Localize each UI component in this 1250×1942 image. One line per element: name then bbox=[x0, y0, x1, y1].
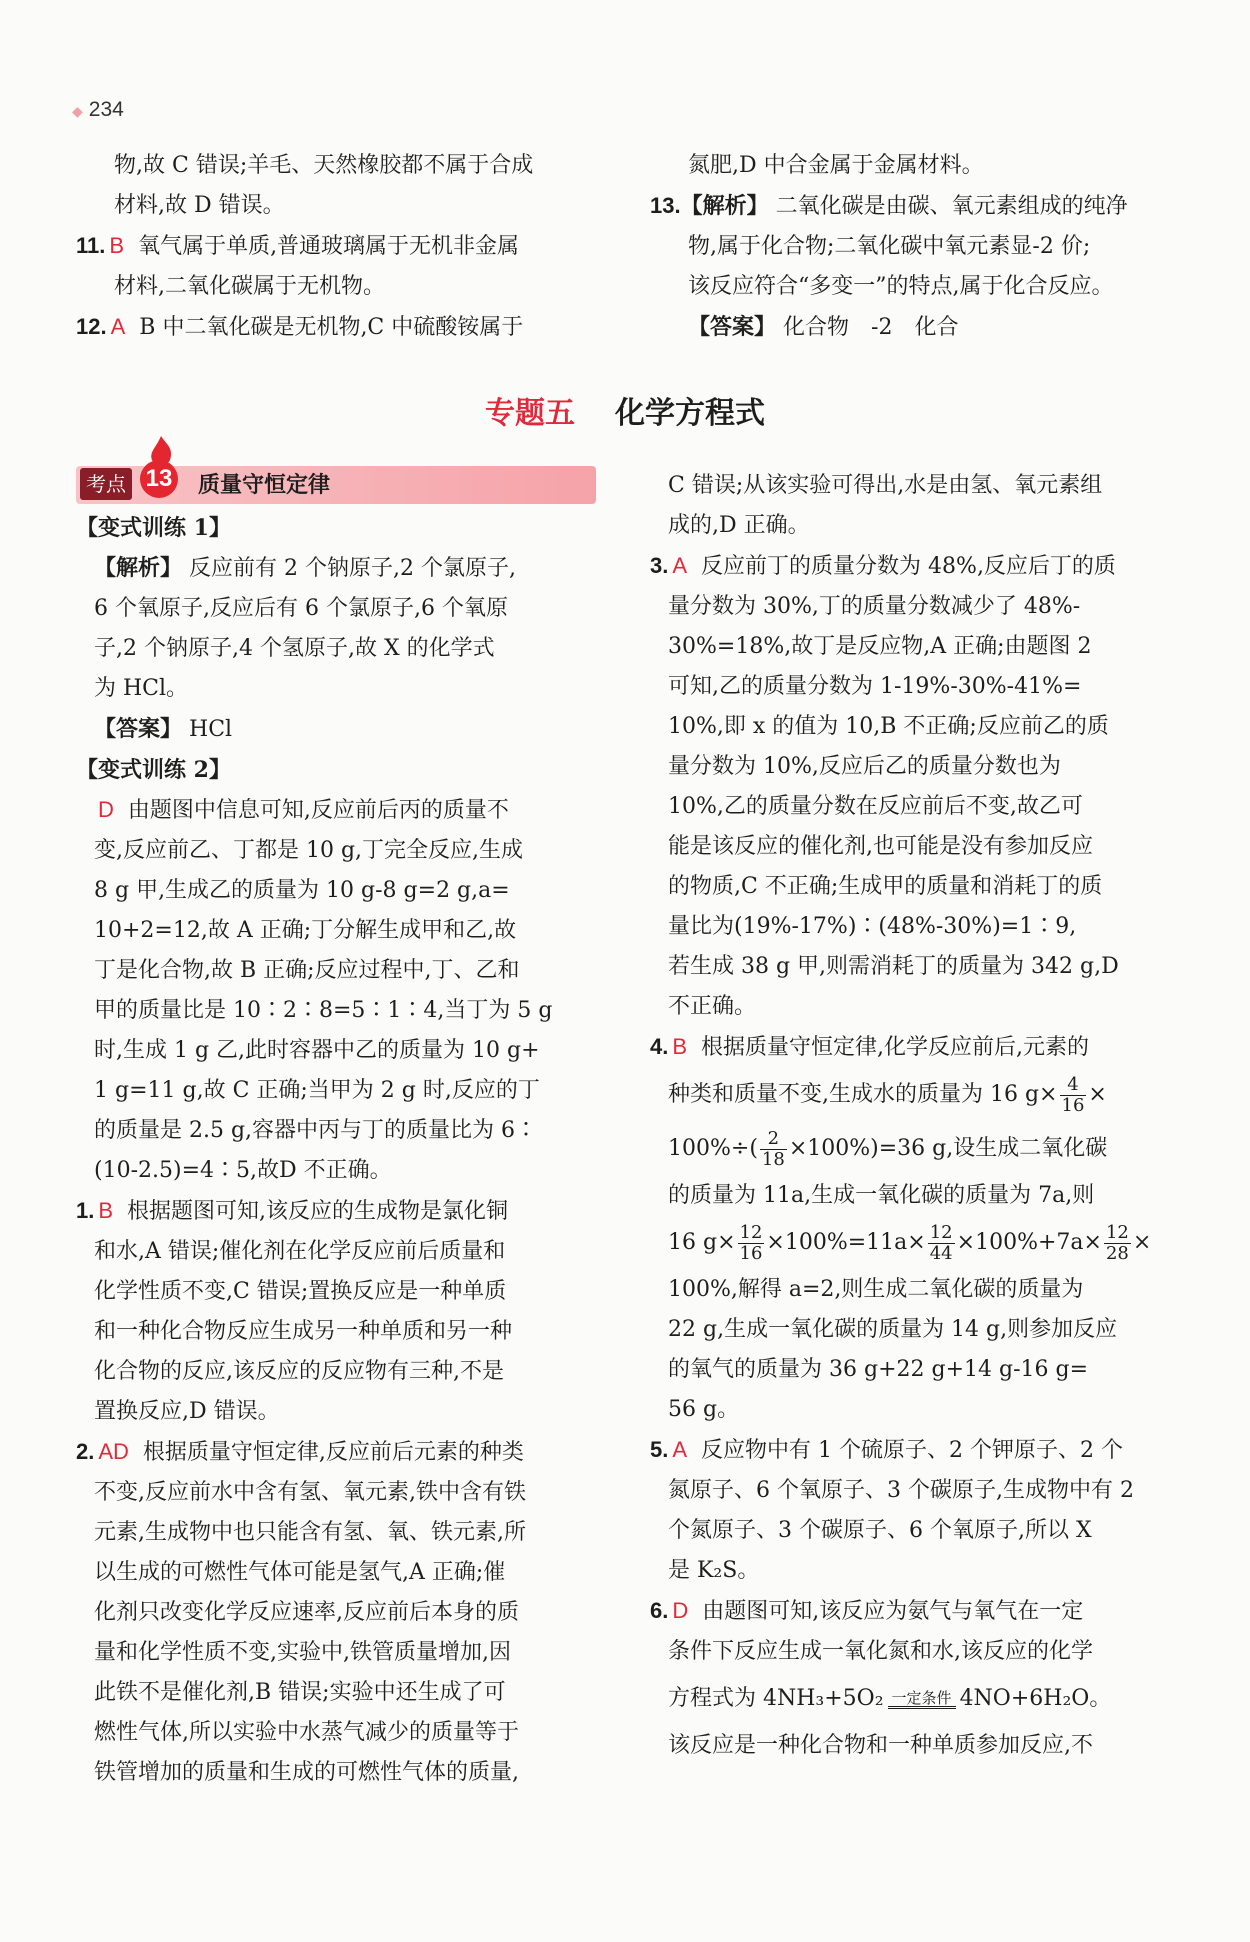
question-3: 3. A 反应前丁的质量分数为 48%,反应后丁的质 bbox=[650, 553, 1116, 579]
question-4: 4. B 根据质量守恒定律,化学反应前后,元素的 bbox=[650, 1034, 1090, 1060]
page-number: ◆ 234 bbox=[72, 98, 124, 121]
kaodian-banner: 考点 13 质量守恒定律 bbox=[76, 466, 596, 504]
section-title: 专题五 化学方程式 bbox=[485, 396, 765, 431]
question-12: 12. A B 中二氧化碳是无机物,C 中硫酸铵属于 bbox=[76, 314, 524, 340]
fraction: $\frac{4}{16}$ bbox=[1061, 1073, 1085, 1116]
fraction: $\frac{12}{28}$ bbox=[1105, 1221, 1129, 1264]
top-right-column: 氮肥,D 中合金属于金属材料。 13.【解析】 二氧化碳是由碳、氧元素组成的纯净 物,属于化合物;二氧化碳中氧元素显-2 价; 该反应符合“多变一”的特点,属于化合反应。 【答案】 化合物 -2 化合 bbox=[650, 146, 1170, 348]
left-column: 考点 13 质量守恒定律 【变式训练 1】 【解析】 反应前有 2 个钠原子,2 个氯原子, 6 个氧原子,反应后有 6 个氯原子,6 个氧原 子,2 个钠原子,4 个氢原子,故 X 的化学式 为 HCl。 【答案】 HCl 【变式训练 2】 D 由题图中信息可知,反应前后丙的质量不 变,反应前乙、丁都是 10 g,丁完全反应,生成 8 g 甲,生成乙的质量为 10 g-8 g=2 g,a= 10+2=12,故 A 正确;丁分解生成甲和乙,故 丁是化合物,故 B 正确;反应过程中,丁、乙和 甲的质量比是 10∶2∶8=5∶1∶4,当丁为 5 g 时,生成 1 g 乙,此时容器中乙的质量为 10 g+ 1 g=11 g,故 C 正确;当甲为 2 g 时,反应的丁 的质量是 2.5 g,容器中丙与丁的质量比为 6∶ (10-2.5)=4∶5,故D 不正确。 1. B 根据题图可知,该反应的生成物是氯化铜 和水,A 错误;催化剂在化学反应前后质量和 化学性质不变,C 错误;置换反应是一种单质 和一种化合物反应生成另一种单质和另一种 化合物的反应,该反应的反应物有三种,不是 置换反应,D 错误。 2. AD 根据质量守恒定律,反应前后元素的种类 不变,反应前水中含有氢、氧元素,铁中含有铁 元素,生成物中也只能含有氢、氧、铁元素,所 以生成的可燃性气体可能是氢气,A 正确;催 化剂只改变化学反应速率,反应前后本身的质 量和化学性质不变,实验中,铁管质量增加,因 此铁不是催化剂,B 错误;实验中还生成了可 燃性气体,所以实验中水蒸气减少的质量等于 铁管增加的质量和生成的可燃性气体的质量, bbox=[76, 466, 596, 1793]
question-1: 1. B 根据题图可知,该反应的生成物是氯化铜 bbox=[76, 1198, 509, 1224]
question-5: 5. A 反应物中有 1 个硫原子、2 个钾原子、2 个 bbox=[650, 1437, 1124, 1463]
fraction: $\frac{12}{16}$ bbox=[739, 1221, 763, 1264]
question-13: 13.【解析】 二氧化碳是由碳、氧元素组成的纯净 bbox=[650, 193, 1128, 219]
right-column: C 错误;从该实验可得出,水是由氢、氧元素组 成的,D 正确。 3. A 反应前丁的质量分数为 48%,反应后丁的质 量分数为 30%,丁的质量分数减少了 48%- 30%=18%,故丁是反应物,A 正确;由题图 2 可知,乙的质量分数为 1-19%-30%-41%= 10%,即 x 的值为 10,B 不正确;反应前乙的质 量分数为 10%,反应后乙的质量分数也为 10%,乙的质量分数在反应前后不变,故乙可 能是该反应的催化剂,也可能是没有参加反应 的物质,C 不正确;生成甲的质量和消耗丁的质 量比为(19%-17%)∶(48%-30%)=1∶9, 若生成 38 g 甲,则需消耗丁的质量为 342 g,D 不正确。 4. B 根据质量守恒定律,化学反应前后,元素的 种类和质量不变,生成水的质量为 16 g× $\frac{4}{16}$ × 100%÷( $\frac{2}{18}$ ×100%)=36 g,设生成二氧化碳 的质量为 11a,生成一氧化碳的质量为 7a,则 16 g× $\frac{12}{16}$ ×100%=11a× $\frac{12}{44}$ ×100%+7a× $\frac{12}{28}$ × 100%,解得 a=2,则生成二氧化碳的质量为 22 g,生成一氧化碳的质量为 14 g,则参加反应 的氧气的质量为 36 g+22 g+14 g-16 g= 56 g。 5. A 反应物中有 1 个硫原子、2 个钾原子、2 个 氮原子、6 个氧原子、3 个碳原子,生成物中有 2 个氮原子、3 个碳原子、6 个氧原子,所以 X 是 K₂S。 6. D 由题图可知,该反应为氨气与氧气在一定 条件下反应生成一氧化氮和水,该反应的化学 方程式为 4NH₃+5O₂ 一定条件 4NO+6H₂O。 该反应是一种化合物和一种单质参加反应,不 bbox=[650, 466, 1170, 1766]
fraction: $\frac{12}{44}$ bbox=[929, 1221, 953, 1264]
question-11: 11. B 氧气属于单质,普通玻璃属于无机非金属 bbox=[76, 233, 520, 259]
top-left-column: 物,故 C 错误;羊毛、天然橡胶都不属于合成 材料,故 D 错误。 11. B 氧气属于单质,普通玻璃属于无机非金属 材料,二氧化碳属于无机物。 12. A B 中二氧化碳是无机物,C 中硫酸铵属于 bbox=[76, 146, 596, 348]
reaction-condition: 一定条件 bbox=[888, 1690, 956, 1709]
chemical-equation: 方程式为 4NH₃+5O₂ 一定条件 4NO+6H₂O。 bbox=[668, 1686, 1112, 1711]
fraction: $\frac{2}{18}$ bbox=[761, 1127, 785, 1170]
question-2: 2. AD 根据质量守恒定律,反应前后元素的种类 bbox=[76, 1439, 524, 1465]
question-6: 6. D 由题图可知,该反应为氨气与氧气在一定 bbox=[650, 1598, 1084, 1624]
